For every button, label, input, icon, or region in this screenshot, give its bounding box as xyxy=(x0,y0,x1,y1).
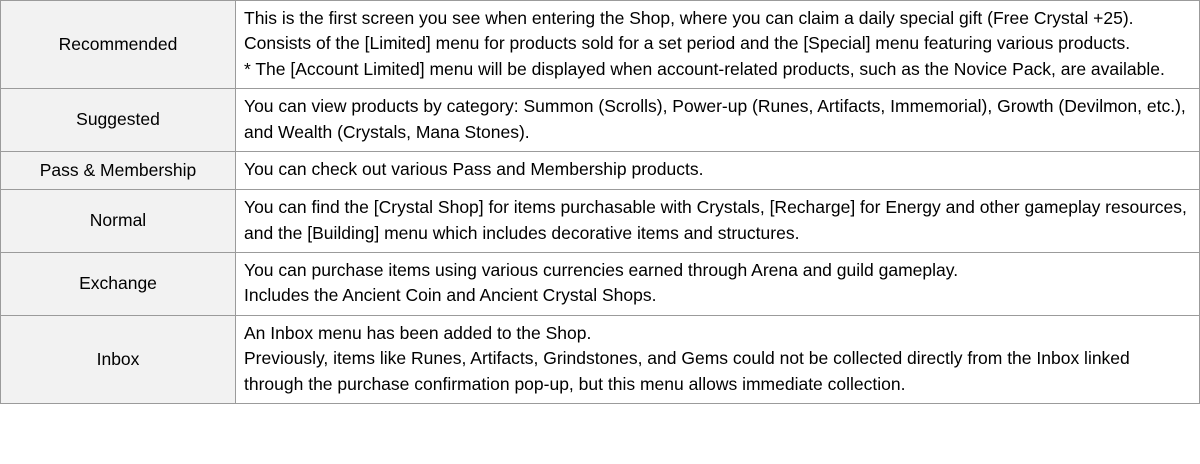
description-line: An Inbox menu has been added to the Shop. xyxy=(244,322,592,343)
row-description-inbox xyxy=(236,315,1200,403)
row-description-exchange xyxy=(236,253,1200,316)
row-description-suggested xyxy=(236,89,1200,152)
description-line: This is the first screen you see when entering the Shop, where you can claim a daily special gift (Free Crystal +25). xyxy=(244,8,1134,28)
description-line: Consists of the [Limited] menu for products sold for a set period and the [Special] menu featuring various products. xyxy=(244,33,1131,54)
description-line: You can purchase items using various currencies earned through Arena and guild gameplay. xyxy=(244,260,959,280)
description-line: Previously, items like Runes, Artifacts, Grindstones, and Gems could not be collected directly from the Inbox linked through the purchase confirmation pop-up, but this menu allows immediate collection. xyxy=(244,348,1130,394)
table-body xyxy=(1,1,1200,404)
row-label-recommended: Recommended xyxy=(1,1,236,89)
table-row xyxy=(1,253,1200,316)
description-line: You can view products by category: Summon (Scrolls), Power-up (Runes, Artifacts, Immemorial), Growth (Devilmon, etc.), and Wealth (Crystals, Mana Stones). xyxy=(244,96,1186,142)
description-line: You can check out various Pass and Membership products. xyxy=(244,159,704,180)
table-row xyxy=(1,315,1200,403)
table-row xyxy=(1,1,1200,89)
row-description-normal xyxy=(236,190,1200,253)
description-line: Includes the Ancient Coin and Ancient Crystal Shops. xyxy=(244,285,657,306)
row-label-exchange: Exchange xyxy=(1,253,236,316)
table-row xyxy=(1,151,1200,189)
row-description-pass-membership xyxy=(236,151,1200,189)
description-line: You can find the [Crystal Shop] for items purchasable with Crystals, [Recharge] for Energy and other gameplay resources, and the [Building] menu which includes decorative items and structures. xyxy=(244,197,1187,243)
row-description-recommended xyxy=(236,1,1200,89)
row-label-pass-membership: Pass & Membership xyxy=(1,151,236,189)
row-label-suggested: Suggested xyxy=(1,89,236,152)
table-row xyxy=(1,190,1200,253)
description-line: * The [Account Limited] menu will be displayed when account-related products, such as the Novice Pack, are available. xyxy=(244,58,1165,79)
table-row xyxy=(1,89,1200,152)
row-label-inbox: Inbox xyxy=(1,315,236,403)
row-label-normal: Normal xyxy=(1,190,236,253)
